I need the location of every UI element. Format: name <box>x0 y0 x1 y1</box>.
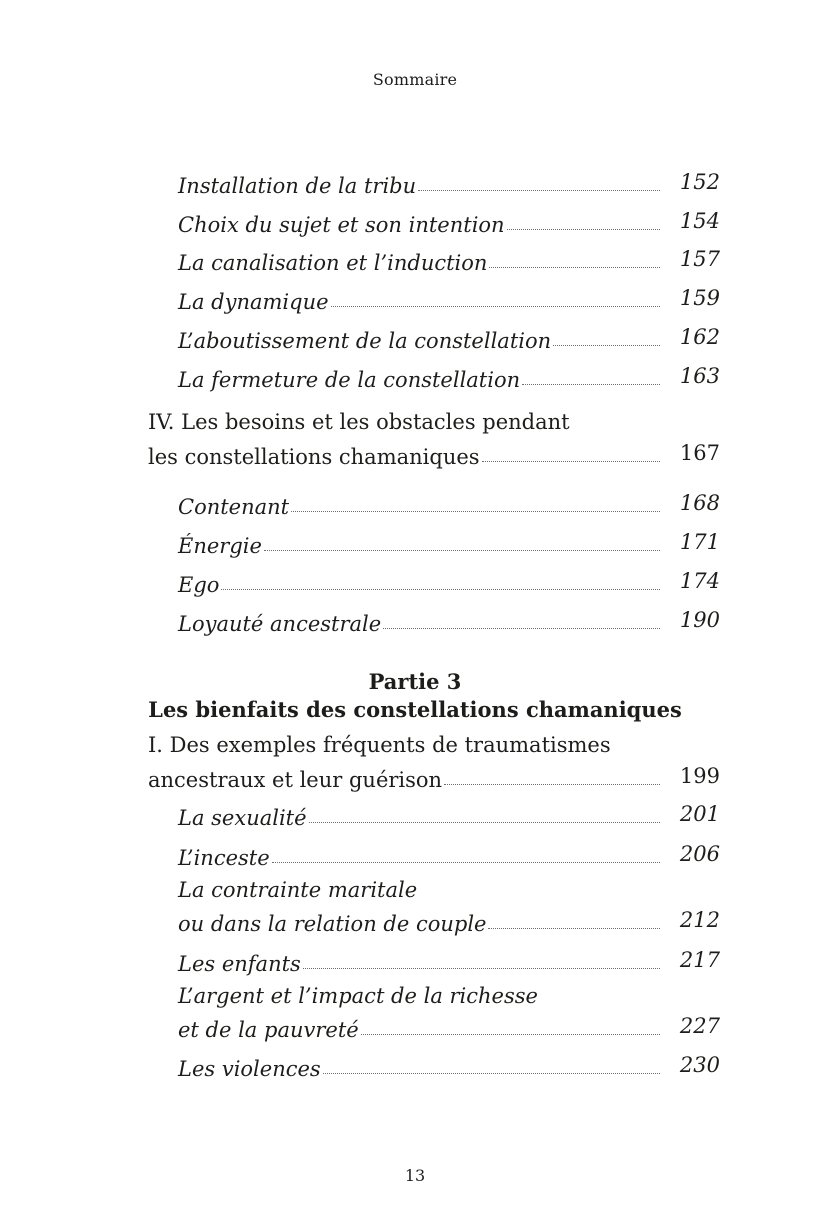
toc-entry <box>178 798 720 830</box>
toc-entry-label: La dynamique <box>178 290 329 314</box>
toc-entry-page: 201 <box>679 802 720 826</box>
toc-entry-label: Contenant <box>178 495 290 519</box>
toc-entry-label: La fermeture de la constellation <box>178 368 521 392</box>
toc-entry-page: 152 <box>679 170 720 194</box>
toc-entry <box>178 904 720 936</box>
toc-entry-label: Ego <box>178 573 220 597</box>
toc-entry-label: Énergie <box>178 534 262 558</box>
chapter-entry <box>148 437 720 469</box>
dot-leader <box>303 967 660 969</box>
toc-entry-page: 206 <box>679 842 720 866</box>
dot-leader <box>489 266 660 268</box>
toc-entry-label: Installation de la tribu <box>178 174 417 198</box>
dot-leader <box>323 1072 660 1074</box>
dot-leader <box>553 344 660 346</box>
chapter-title-line: IV. Les besoins et les obstacles pendant <box>148 410 570 434</box>
toc-entry-page: 227 <box>679 1014 720 1038</box>
dot-leader <box>221 588 660 590</box>
chapter-entry-label: ancestraux et leur guérison <box>148 768 443 792</box>
toc-entry-page: 190 <box>679 608 720 632</box>
toc-entry <box>178 321 720 353</box>
dot-leader <box>309 821 660 823</box>
toc-entry-label: Choix du sujet et son intention <box>178 213 505 237</box>
toc-entry-page: 217 <box>679 948 720 972</box>
toc-entry-page: 163 <box>679 364 720 388</box>
toc-entry-label: Les violences <box>178 1057 321 1081</box>
toc-entry <box>178 1049 720 1081</box>
dot-leader <box>361 1033 660 1035</box>
part-subtitle: Les bienfaits des constellations chamaniques <box>148 697 682 722</box>
toc-entry-first-line: L’argent et l’impact de la richesse <box>178 984 538 1008</box>
dot-leader <box>418 189 660 191</box>
toc-entry-label: La sexualité <box>178 806 307 830</box>
toc-entry <box>178 282 720 314</box>
chapter-title-line: I. Des exemples fréquents de traumatismes <box>148 733 611 757</box>
toc-entry <box>178 205 720 237</box>
toc-entry <box>178 604 720 636</box>
toc-entry <box>178 360 720 392</box>
chapter-entry-page: 167 <box>679 441 720 465</box>
toc-entry-label: L’inceste <box>178 846 270 870</box>
toc-entry-page: 159 <box>679 286 720 310</box>
toc-entry-page: 174 <box>679 569 720 593</box>
toc-entry-page: 168 <box>679 491 720 515</box>
dot-leader <box>291 510 660 512</box>
dot-leader <box>522 383 660 385</box>
toc-entry <box>178 1010 720 1042</box>
dot-leader <box>272 861 660 863</box>
toc-entry-page: 154 <box>679 209 720 233</box>
toc-entry <box>178 243 720 275</box>
toc-entry-first-line: La contrainte maritale <box>178 878 418 902</box>
dot-leader <box>331 305 660 307</box>
part-title: Partie 3 <box>368 669 462 694</box>
dot-leader <box>482 460 660 462</box>
toc-entry-page: 171 <box>679 530 720 554</box>
toc-entry <box>178 944 720 976</box>
toc-entry-page: 162 <box>679 325 720 349</box>
chapter-entry-label: les constellations chamaniques <box>148 445 480 469</box>
running-head: Sommaire <box>372 70 458 89</box>
toc-entry-label: et de la pauvreté <box>178 1018 359 1042</box>
toc-entry-label: Les enfants <box>178 952 301 976</box>
dot-leader <box>264 549 660 551</box>
toc-entry <box>178 487 720 519</box>
dot-leader <box>507 228 660 230</box>
toc-entry-page: 157 <box>679 247 720 271</box>
toc-entry-label: L’aboutissement de la constellation <box>178 329 552 353</box>
dot-leader <box>488 927 660 929</box>
toc-entry <box>178 838 720 870</box>
toc-entry <box>178 565 720 597</box>
dot-leader <box>444 783 660 785</box>
toc-entry-label: Loyauté ancestrale <box>178 612 382 636</box>
dot-leader <box>383 627 660 629</box>
toc-entry-page: 230 <box>679 1053 720 1077</box>
chapter-entry <box>148 760 720 792</box>
toc-entry <box>178 526 720 558</box>
page-number: 13 <box>404 1166 426 1185</box>
toc-entry-label: ou dans la relation de couple <box>178 912 487 936</box>
toc-entry <box>178 166 720 198</box>
chapter-entry-page: 199 <box>679 764 720 788</box>
toc-entry-page: 212 <box>679 908 720 932</box>
toc-entry-label: La canalisation et l’induction <box>178 251 488 275</box>
